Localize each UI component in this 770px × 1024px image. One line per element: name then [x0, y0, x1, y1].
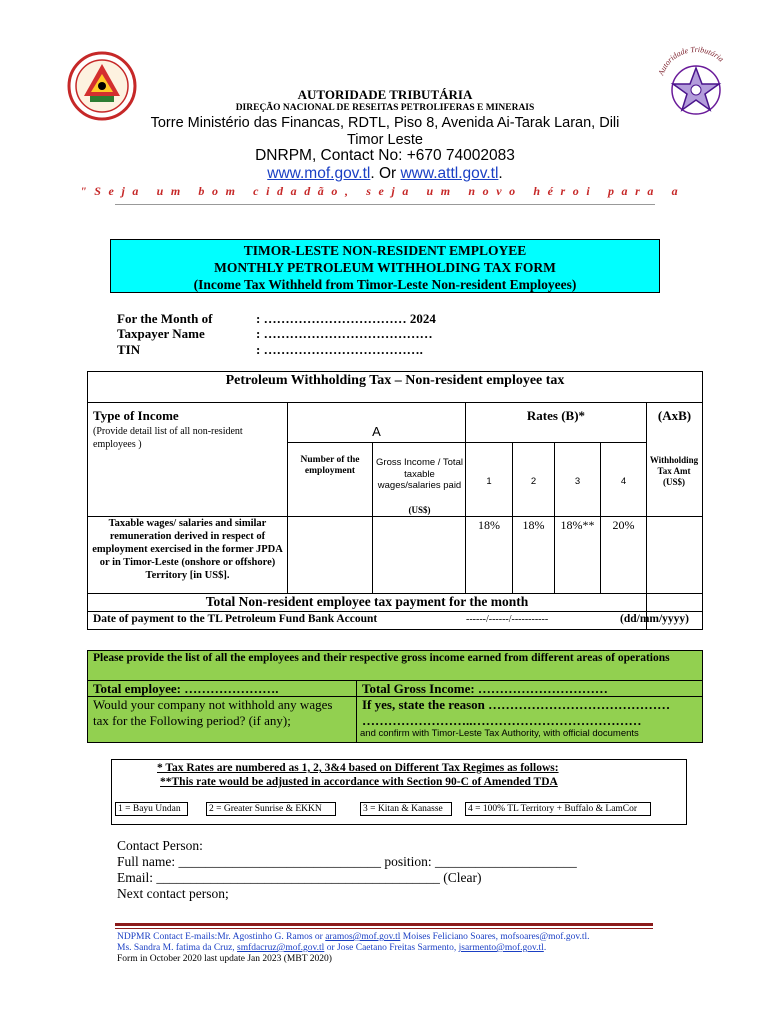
reason-field[interactable]: If yes, state the reason ……………………………………: [362, 697, 671, 712]
axb-header: (AxB): [657, 408, 692, 423]
tin-label: TIN: [117, 342, 141, 357]
contact-person-label: Contact Person:: [117, 838, 203, 853]
tax-rate-note-2: **This rate would be adjusted in accordance with Section 90-C of Amended TDA: [160, 776, 558, 788]
month-label: For the Month of: [117, 311, 213, 326]
total-payment-input[interactable]: [648, 595, 701, 610]
regime-1: 1 = Bayu Undan: [115, 802, 188, 816]
footer-line1-rest: Moises Feliciano Soares, mofsoares@mof.gov.tl.: [400, 932, 590, 942]
tin-field[interactable]: : ……………………………….: [256, 342, 423, 357]
footer-rule-thin: [115, 928, 653, 929]
attl-website-link[interactable]: www.attl.gov.tl: [400, 165, 499, 182]
withholding-amount-input[interactable]: [648, 518, 701, 592]
form-title-line-3: (Income Tax Withheld from Timor-Leste Non-resident Employees): [193, 277, 577, 292]
tax-authority-star-icon: [648, 44, 744, 120]
month-field[interactable]: : …………………………… 2024: [256, 311, 436, 326]
form-title-line-1: TIMOR-LESTE NON-RESIDENT EMPLOYEE: [243, 243, 527, 258]
withhold-question: Would your company not withhold any wages tax for the Following period? (if any);: [93, 697, 333, 728]
taxpayer-name-field[interactable]: : …………………………………: [256, 326, 433, 341]
payment-date-format: (dd/mm/yyyy): [620, 613, 689, 625]
total-gross-income-field[interactable]: Total Gross Income: …………………………: [362, 681, 608, 696]
taxable-wages-description: Taxable wages/ salaries and similar remuneration derived in respect of employment exercised in the former JPDA or in Timor-Leste (onshore or offshore) Territory [in US$].: [92, 518, 283, 581]
footer-contacts-line-1: [117, 932, 590, 942]
smfdacruz-email-link[interactable]: smfdacruz@mof.gov.tl: [237, 943, 325, 953]
slogan: "Seja um bom cidadão, seja um novo héroi para a: [80, 184, 686, 198]
rate-value-2: 18%: [522, 518, 545, 532]
type-of-income-header: Type of Income: [93, 408, 179, 423]
regime-2: 2 = Greater Sunrise & EKKN: [206, 802, 336, 816]
regime-3: 3 = Kitan & Kanasse: [360, 802, 452, 816]
full-name-position-field[interactable]: Full name: ______________________________ position: _____________________: [117, 854, 577, 869]
mof-website-link[interactable]: www.mof.gov.tl: [267, 165, 371, 182]
right-logo-text: Autoridade Tributária: [656, 45, 726, 77]
regime-4: 4 = 100% TL Territory + Buffalo & LamCor: [465, 802, 651, 816]
rate-col-3: 3: [574, 476, 581, 487]
rate-value-1: 18%: [478, 518, 500, 532]
footer-line2-mid: or Jose Caetano Freitas Sarmento,: [324, 943, 459, 953]
rate-col-4: 4: [620, 476, 627, 487]
left-emblem-logo: [64, 50, 140, 122]
right-tax-authority-logo: [648, 44, 744, 120]
type-of-income-note: (Provide detail list of all non-resident employees ): [93, 426, 243, 450]
footer-contacts-line-2: [117, 943, 546, 953]
link-end: .: [498, 165, 503, 182]
total-employee-field[interactable]: Total employee: ………………….: [93, 681, 279, 696]
ministry-seal-icon: [64, 50, 140, 122]
footer-line1-text: NDPMR Contact E-mails:Mr. Agostinho G. Ramos or: [117, 932, 326, 942]
footer-line2-end: .: [543, 943, 547, 953]
payment-date-field[interactable]: ------/------/-----------: [466, 614, 549, 625]
form-title-box: [110, 239, 660, 293]
rates-header: Rates (B)*: [526, 408, 586, 423]
column-a-header: A: [372, 424, 381, 439]
aramos-email-link[interactable]: aramos@mof.gov.tl: [325, 932, 401, 942]
total-payment-row: Total Non-resident employee tax payment for the month: [205, 594, 529, 609]
rate-col-1: 1: [486, 476, 492, 487]
authority-name: AUTORIDADE TRIBUTÁRIA: [297, 87, 473, 102]
form-version-note: Form in October 2020 last update Jan 2023 (MBT 2020): [117, 954, 332, 964]
jsarmento-email-link[interactable]: jsarmento@mof.gov.tl: [458, 943, 544, 953]
number-of-employment-input[interactable]: [289, 518, 371, 592]
svg-text:Autoridade Tributária: [656, 45, 725, 78]
rate-col-2: 2: [530, 476, 537, 487]
withholding-tax-header: Withholding Tax Amt (US$): [649, 455, 699, 487]
rate-value-3: 18%**: [560, 518, 595, 532]
header-divider: [115, 204, 655, 205]
gross-income-unit: (US$): [408, 505, 431, 515]
next-contact-person-label: Next contact person;: [117, 886, 229, 901]
footer-rule: [115, 923, 653, 926]
address-line-1: Torre Ministério das Financas, RDTL, Piso 8, Avenida Ai-Tarak Laran, Dili: [150, 115, 620, 131]
employee-list-intro: Please provide the list of all the employees and their respective gross income earned from different areas of operations: [93, 652, 670, 664]
website-links: [150, 165, 620, 183]
number-of-employment-header: Number of the employment: [300, 455, 360, 476]
gross-income-header: Gross Income / Total taxable wages/salaries paid: [376, 457, 463, 491]
email-field[interactable]: Email: __________________________________________ (Clear): [117, 870, 482, 885]
address-line-2: Timor Leste: [346, 132, 423, 148]
form-title-line-2: MONTHLY PETROLEUM WITHHOLDING TAX FORM: [214, 260, 556, 275]
table-title: Petroleum Withholding Tax – Non-resident employee tax: [225, 373, 565, 388]
link-separator: . Or: [370, 165, 401, 182]
gross-income-input[interactable]: [374, 518, 464, 592]
footer-line2-text: Ms. Sandra M. fatima da Cruz,: [117, 943, 238, 953]
tax-rate-note-1: * Tax Rates are numbered as 1, 2, 3&4 based on Different Tax Regimes as follows:: [157, 762, 559, 774]
payment-date-label: Date of payment to the TL Petroleum Fund Bank Account: [93, 613, 378, 625]
reason-dots-line[interactable]: ……………………..…………………………………: [362, 713, 642, 728]
confirm-note: and confirm with Timor-Leste Tax Authority, with official documents: [360, 728, 639, 739]
directorate-name: DIREÇÃO NACIONAL DE RESEITAS PETROLIFERAS E MINERAIS: [235, 103, 535, 113]
rate-value-4: 20%: [612, 518, 635, 532]
taxpayer-name-label: Taxpayer Name: [117, 326, 205, 341]
contact-number: DNRPM, Contact No: +670 74002083: [255, 147, 515, 164]
